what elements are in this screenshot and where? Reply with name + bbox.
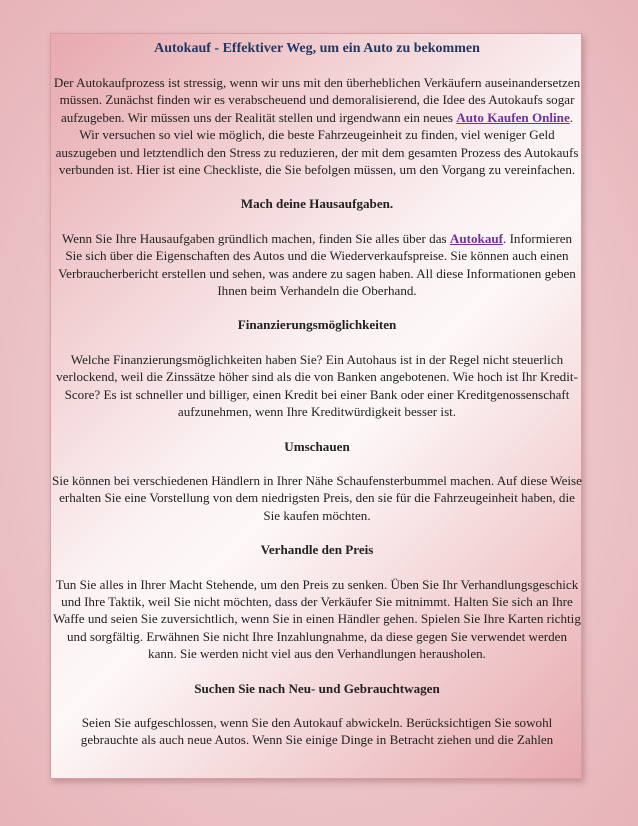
autokauf-link[interactable]: Autokauf	[449, 230, 504, 246]
intro-text-1: Der Autokaufprozess ist stressig, wenn wir uns mit den überheblichen Verkäufern auseinandersetzen müssen. Zunächst finden wir es verabscheuend und demoralisierend, die Idee des Autokaufs sogar aufzugeben. Wir müssen uns der Realität stellen und irgendwann ein neues	[53, 75, 581, 125]
section-heading-neu-gebraucht: Suchen Sie nach Neu- und Gebrauchtwagen	[194, 680, 440, 696]
section-paragraph-hausaufgaben	[52, 230, 582, 300]
section1-text-1: Wenn Sie Ihre Hausaufgaben gründlich machen, finden Sie alles über das	[61, 230, 450, 246]
intro-paragraph	[52, 74, 582, 178]
auto-kaufen-online-link[interactable]: Auto Kaufen Online	[456, 109, 570, 125]
section1-text-2: . Informieren Sie sich über die Eigenschaften des Autos und die Wiederverkaufspreise. Sie können auch einen Verbraucherbericht erstellen und sehen, was andere zu sagen haben. All diese Informationen geben Ihnen beim Verhandeln die Oberhand.	[58, 230, 576, 299]
section-paragraph-neu-gebraucht: Seien Sie aufgeschlossen, wenn Sie den Autokauf abwickeln. Berücksichtigen Sie sowohl gebrauchte als auch neue Autos. Wenn Sie einige Dinge in Betracht ziehen und die Zahlen	[80, 714, 554, 748]
section-paragraph-verhandeln: Tun Sie alles in Ihrer Macht Stehende, um den Preis zu senken. Üben Sie Ihr Verhandlungsgeschick und Ihre Taktik, weil Sie nicht möchten, dass der Verkäufer Sie mitnimmt. Halten Sie sich an Ihre Waffe und seien Sie zuversichtlich, wenn Sie in einen Händler gehen. Spielen Sie Ihre Karten richtig und sorgfältig. Erwähnen Sie nicht Ihre Inzahlungnahme, da diese gegen Sie verwendet werden kann. Sie werden nicht viel aus den Verhandlungen herausholen.	[53, 576, 581, 662]
section-heading-hausaufgaben: Mach deine Hausaufgaben.	[240, 196, 394, 212]
intro-text-2: . Wir versuchen so viel wie möglich, die beste Fahrzeugeinheit zu finden, viel weniger Geld auszugeben und letztendlich den Stress zu reduzieren, der mit dem gesamten Prozess des Autokaufs verbunden ist. Hier ist eine Checkliste, die Sie befolgen müssen, um den Vorgang zu vereinfachen.	[55, 109, 579, 178]
section-paragraph-finanzierung: Welche Finanzierungsmöglichkeiten haben Sie? Ein Autohaus ist in der Regel nicht steuerlich verlockend, weil die Zinssätze höher sind als die von Banken angebotenen. Wie hoch ist Ihr Kredit-Score? Es ist schneller und billiger, einen Kredit bei einer Bank oder einer Kreditgenossenschaft aufzunehmen, wenn Ihre Kreditwürdigkeit besser ist.	[56, 351, 578, 420]
section-heading-verhandeln: Verhandle den Preis	[260, 542, 374, 558]
section-heading-umschauen: Umschauen	[284, 438, 350, 454]
section-paragraph-umschauen: Sie können bei verschiedenen Händlern in Ihrer Nähe Schaufensterbummel machen. Auf diese Weise erhalten Sie eine Vorstellung von dem niedrigsten Preis, den sie für die Fahrzeugeinheit haben, die Sie kaufen möchten.	[52, 472, 582, 523]
document-content	[52, 40, 582, 766]
page-title: Autokauf - Effektiver Weg, um ein Auto zu bekommen	[154, 41, 480, 56]
section-heading-finanzierung: Finanzierungsmöglichkeiten	[237, 317, 397, 333]
